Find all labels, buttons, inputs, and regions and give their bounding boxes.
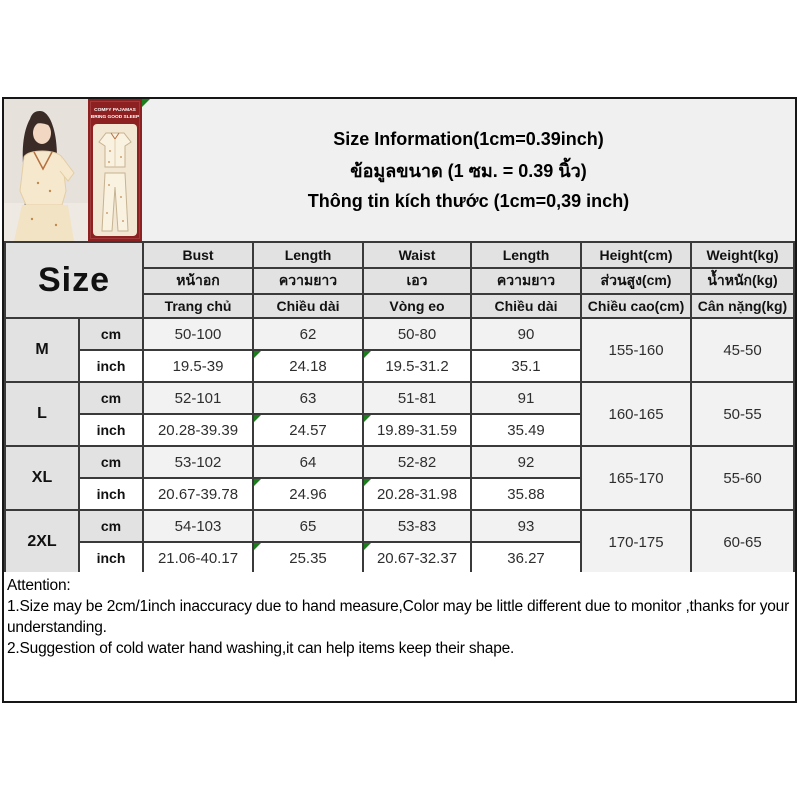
size-label-2xl: 2XL: [5, 510, 79, 574]
unit-inch: inch: [79, 478, 143, 510]
cell-xl-weight: 55-60: [691, 446, 794, 510]
attention-notes: [4, 572, 795, 701]
cell-xl-length2-inch: 35.88: [471, 478, 581, 510]
row-2xl-cm: [5, 510, 794, 542]
title-thai: ข้อมูลขนาด (1 ซม. = 0.39 นิ้ว): [350, 160, 587, 181]
cell-xl-length-cm: 64: [253, 446, 363, 478]
cell-m-waist-cm: 50-80: [363, 318, 471, 350]
unit-cm: cm: [79, 510, 143, 542]
cell-l-weight: 50-55: [691, 382, 794, 446]
cell-l-waist-cm: 51-81: [363, 382, 471, 414]
unit-inch: inch: [79, 350, 143, 382]
col-header-weight-en: Weight(kg): [691, 242, 794, 268]
col-header-length2-en: Length: [471, 242, 581, 268]
cell-xl-height: 165-170: [581, 446, 691, 510]
size-label-l: L: [5, 382, 79, 446]
attention-line-1: 1.Size may be 2cm/1inch inaccuracy due to hand measure,Color may be little different due to monitor ,thanks for your understanding.: [7, 598, 790, 636]
col-header-bust-th: หน้าอก: [143, 268, 253, 294]
col-header-length2-th: ความยาว: [471, 268, 581, 294]
col-header-weight-th: น้ำหนัก(kg): [691, 268, 794, 294]
unit-cm: cm: [79, 318, 143, 350]
cell-l-length2-inch: 35.49: [471, 414, 581, 446]
col-header-height-vi: Chiều cao(cm): [581, 294, 691, 318]
attention-heading: Attention:: [7, 577, 71, 594]
attention-line-2: 2.Suggestion of cold water hand washing,it can help items keep their shape.: [7, 640, 515, 657]
unit-cm: cm: [79, 382, 143, 414]
cell-m-length-cm: 62: [253, 318, 363, 350]
size-table: [4, 241, 795, 575]
cell-2xl-bust-cm: 54-103: [143, 510, 253, 542]
cell-xl-length-inch: 24.96: [253, 478, 363, 510]
col-header-weight-vi: Cân nặng(kg): [691, 294, 794, 318]
col-header-height-en: Height(cm): [581, 242, 691, 268]
cell-m-length2-inch: 35.1: [471, 350, 581, 382]
cell-l-length2-cm: 91: [471, 382, 581, 414]
size-chart-sheet: [2, 97, 797, 703]
col-header-waist-en: Waist: [363, 242, 471, 268]
title-block: [142, 99, 795, 241]
cell-m-waist-inch: 19.5-31.2: [363, 350, 471, 382]
row-xl-cm: [5, 446, 794, 478]
size-label-m: M: [5, 318, 79, 382]
cell-m-weight: 45-50: [691, 318, 794, 382]
cell-xl-bust-cm: 53-102: [143, 446, 253, 478]
unit-cm: cm: [79, 446, 143, 478]
col-header-bust-en: Bust: [143, 242, 253, 268]
size-header-cell: Size: [5, 242, 143, 318]
cell-2xl-length-inch: 25.35: [253, 542, 363, 574]
cell-2xl-length2-cm: 93: [471, 510, 581, 542]
title-vietnamese: Thông tin kích thước (1cm=0,39 inch): [307, 190, 630, 211]
cell-2xl-length-cm: 65: [253, 510, 363, 542]
cell-l-bust-inch: 20.28-39.39: [143, 414, 253, 446]
svg-text:BRING GOOD SLEEP: BRING GOOD SLEEP: [90, 115, 140, 120]
pajama-model-illustration: [4, 99, 142, 241]
cell-l-bust-cm: 52-101: [143, 382, 253, 414]
cell-2xl-waist-inch: 20.67-32.37: [363, 542, 471, 574]
cell-l-length-inch: 24.57: [253, 414, 363, 446]
cell-2xl-bust-inch: 21.06-40.17: [143, 542, 253, 574]
cell-m-length2-cm: 90: [471, 318, 581, 350]
cell-l-waist-inch: 19.89-31.59: [363, 414, 471, 446]
col-header-waist-th: เอว: [363, 268, 471, 294]
cell-2xl-waist-cm: 53-83: [363, 510, 471, 542]
cell-l-height: 160-165: [581, 382, 691, 446]
cell-m-height: 155-160: [581, 318, 691, 382]
cell-l-length-cm: 63: [253, 382, 363, 414]
cell-xl-waist-inch: 20.28-31.98: [363, 478, 471, 510]
col-header-length2-vi: Chiều dài: [471, 294, 581, 318]
col-header-height-th: ส่วนสูง(cm): [581, 268, 691, 294]
title-english: Size Information(1cm=0.39inch): [333, 128, 604, 149]
cell-xl-waist-cm: 52-82: [363, 446, 471, 478]
cell-xl-length2-cm: 92: [471, 446, 581, 478]
unit-inch: inch: [79, 414, 143, 446]
col-header-length-th: ความยาว: [253, 268, 363, 294]
svg-text:COMFY PAJAMAS: COMFY PAJAMAS: [94, 108, 136, 113]
cell-2xl-height: 170-175: [581, 510, 691, 574]
cell-xl-bust-inch: 20.67-39.78: [143, 478, 253, 510]
col-header-bust-vi: Trang chủ: [143, 294, 253, 318]
col-header-length-vi: Chiều dài: [253, 294, 363, 318]
cell-m-bust-inch: 19.5-39: [143, 350, 253, 382]
col-header-waist-vi: Vòng eo: [363, 294, 471, 318]
col-header-length-en: Length: [253, 242, 363, 268]
unit-inch: inch: [79, 542, 143, 574]
cell-2xl-weight: 60-65: [691, 510, 794, 574]
cell-m-bust-cm: 50-100: [143, 318, 253, 350]
size-label-xl: XL: [5, 446, 79, 510]
row-m-cm: [5, 318, 794, 350]
product-photo: [4, 99, 142, 241]
row-l-cm: [5, 382, 794, 414]
cell-m-length-inch: 24.18: [253, 350, 363, 382]
cell-2xl-length2-inch: 36.27: [471, 542, 581, 574]
